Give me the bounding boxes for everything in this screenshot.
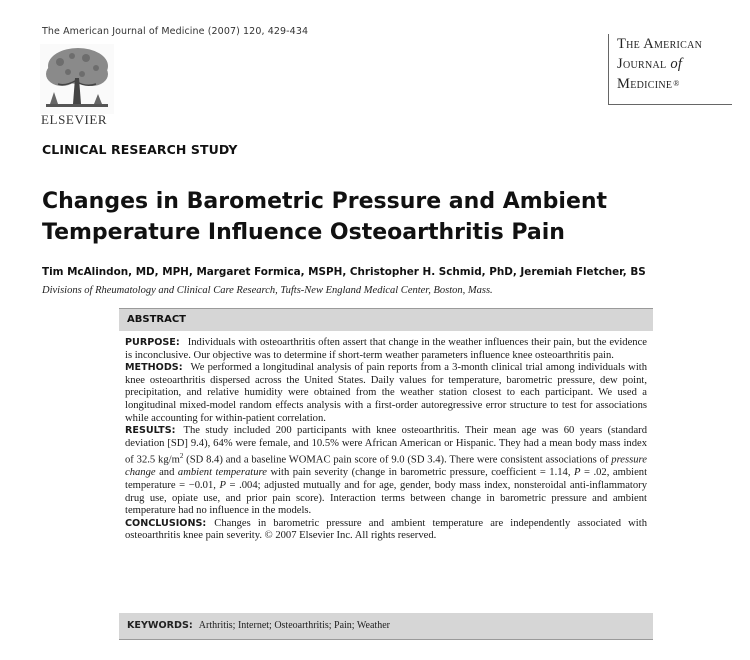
abstract-results: RESULTS: The study included 200 participants with knee osteoarthritis. Their mean age was 60 years (standard deviation [SD] 9.4), 64% were female, and 10.5% were African American or Hispanic. They had a mean body mass index of 32.5 $kg/m^2$ (SD 8.4) and a baseline WOMAC pain score of 9.0 (SD 3.4). There were consistent associations of pressure change and ambient temperature with pain severity (change in barometric pressure, coefficient = 1.14, P = .02, ambient temperature = −0.01, P = .004; adjusted mutually and for age, gender, body mass index, nonsteroidal anti-inflammatory drug use, opiate use, and prior pain score). Interaction terms between change in barometric pressure and ambient temperature had no influence in the models.	[125, 425, 648, 517]
masthead-line-2: Journal of	[617, 56, 683, 72]
journal-citation: The American Journal of Medicine (2007) 120, 429-434	[42, 26, 309, 37]
purpose-label: PURPOSE:	[125, 337, 180, 348]
abstract-purpose: PURPOSE: Individuals with osteoarthritis often assert that change in the weather influences their pain, but the evidence is inconclusive. Our objective was to determine if short-term weather parameters influence knee osteoarthritis pain.	[125, 337, 647, 361]
abstract-header: ABSTRACT	[119, 308, 653, 331]
section-label: CLINICAL RESEARCH STUDY	[42, 142, 238, 157]
abstract-conclusions: CONCLUSIONS: Changes in barometric pressure and ambient temperature are independently associated with osteoarthritis knee pain severity. © 2007 Elsevier Inc. All rights reserved.	[125, 517, 647, 542]
results-label: RESULTS:	[125, 425, 176, 437]
keywords-label: KEYWORDS:	[127, 620, 193, 631]
keywords-bar	[119, 613, 653, 640]
methods-label: METHODS:	[125, 362, 183, 374]
publisher-wordmark: ELSEVIER	[41, 112, 108, 127]
author-list: Tim McAlindon, MD, MPH, Margaret Formica, MSPH, Christopher H. Schmid, PhD, Jeremiah Fletcher, BS	[42, 266, 646, 278]
abstract-box	[119, 308, 653, 640]
author-affiliation: Divisions of Rheumatology and Clinical Care Research, Tufts-New England Medical Center, Boston, Mass.	[42, 285, 493, 296]
masthead-line-3: Medicine®	[617, 76, 680, 92]
article-title: Changes in Barometric Pressure and Ambient Temperature Influence Osteoarthritis Pain	[42, 189, 608, 245]
abstract-body	[119, 331, 653, 543]
journal-masthead	[608, 34, 732, 105]
conclusions-label: CONCLUSIONS:	[125, 517, 207, 529]
abstract-methods: METHODS: We performed a longitudinal analysis of pain reports from a 3-month clinical trial among individuals with knee osteoarthritis dispersed across the United States. Daily values for temperature, barometric pressure, dew point, precipitation, and relative humidity were obtained from the weather station closest to each participant. We used a longitudinal mixed-model random effects analysis with a first-order autoregressive error structure to test for associations while accounting for within-patient correlation.	[125, 362, 647, 424]
masthead-line-1: The American	[617, 36, 703, 52]
keywords-list: Arthritis; Internet; Osteoarthritis; Pain; Weather	[198, 620, 390, 631]
